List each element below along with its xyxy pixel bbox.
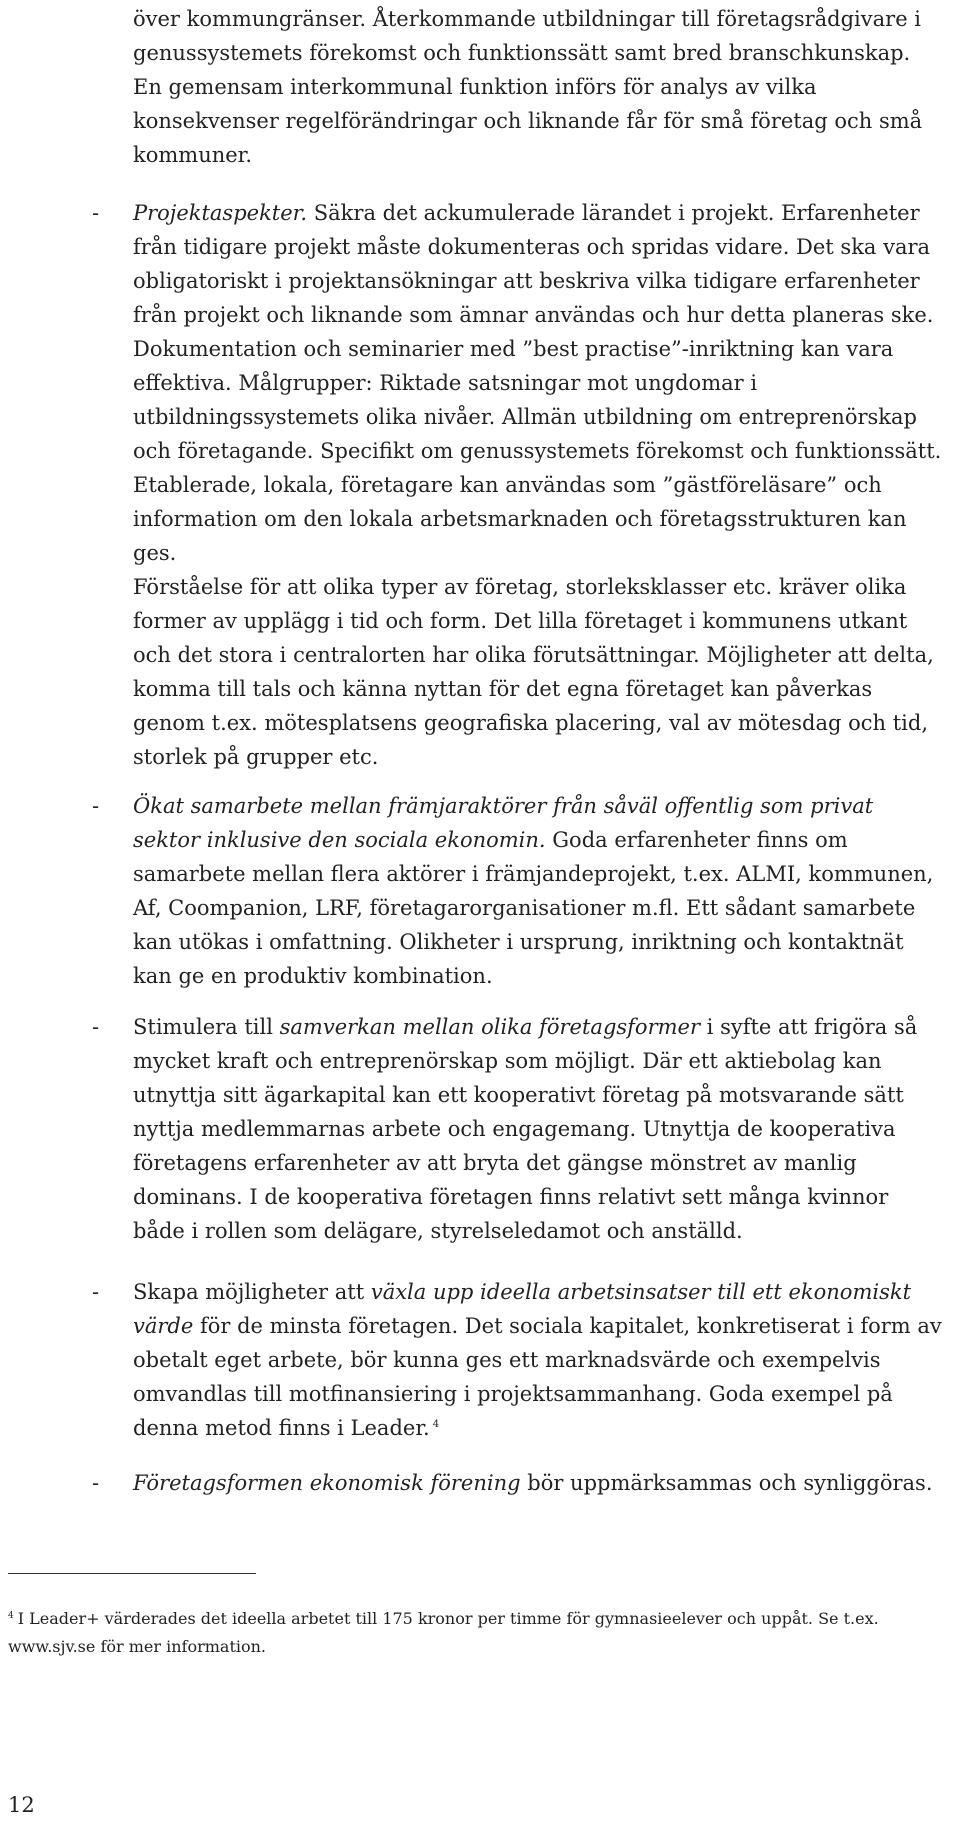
bullet-emphasis: samverkan mellan olika företagsformer [279,1015,700,1039]
intro-text: över kommungränser. Återkommande utbildningar till företagsrådgivare i genussystemets förekomst och funktionssätt samt bred branschkunskap. En gemensam interkommunal funktion införs för analys av vilka konsekvenser regelförändringar och liknande får för små företag och små kommuner. [133,7,923,167]
bullet-heading: Företagsformen ekonomisk förening [133,1471,521,1495]
bullet-heading: Ökat samarbete mellan främjaraktörer från såväl offentlig som privat sektor inklusive den sociala ekonomin. [133,794,874,852]
bullet-dash: - [92,1015,100,1039]
bullet-project-aspects [133,196,943,774]
bullet-text: i syfte att frigöra så mycket kraft och entreprenörskap som möjligt. Där ett aktiebolag kan utnyttja sitt ägarkapital kan ett kooperativt företag på motsvarande sätt nyttja medlemmarnas arbete och engagemang. Utnyttja de kooperativa företagens erfarenheter av att bryta det gängse mönstret av manlig dominans. I de kooperativa företagen finns relativt sett många kvinnor både i rollen som delägare, styrelseledamot och anställd. [133,1015,918,1243]
bullet-text: bör uppmärksammas och synliggöras. [520,1471,933,1495]
bullet-dash: - [92,1280,100,1304]
bullet-company-forms [133,1010,943,1248]
bullet-text: Goda erfarenheter finns om samarbete mellan flera aktörer i främjandeprojekt, t.ex. ALMI, kommunen, Af, Coompanion, LRF, företagarorganisationer m.fl. Ett sådant samarbete kan utökas i omfattning. Olikheter i ursprung, inriktning och kontaktnät kan ge en produktiv kombination. [133,828,934,988]
bullet-dash: - [92,201,100,225]
page-number: 12 [8,1793,35,1817]
bullet-cooperation [133,789,943,993]
footnote-text: I Leader+ värderades det ideella arbetet till 175 kronor per timme för gymnasieelever och uppåt. Se t.ex. www.sjv.se för mer information. [8,1609,879,1656]
bullet-text: Säkra det ackumulerade lärandet i projekt. Erfarenheter från tidigare projekt måste dokumenteras och spridas vidare. Det ska vara obligatoriskt i projektansökningar att beskriva vilka tidigare erfarenheter från projekt och liknande som ämnar användas och hur detta planeras ske. Dokumentation och seminarier med ”best practise”-inriktning kan vara effektiva. Målgrupper: Riktade satsningar mot ungdomar i utbildningssystemets olika nivåer. Allmän utbildning om entreprenörskap och företagande. Specifikt om genussystemets förekomst och funktionssätt. Etablerade, lokala, företagare kan användas som ”gästföreläsare” och information om den lokala arbetsmarknaden och företagsstrukturen kan ges. [133,201,942,565]
bullet-text-pre: Stimulera till [133,1015,280,1039]
bullet-volunteer-work [133,1275,943,1445]
footnote-divider [8,1573,256,1574]
bullet-dash: - [92,1471,100,1495]
footnote-reference: 4 [432,1419,440,1430]
footnote-mark: 4 [8,1610,14,1621]
intro-paragraph [133,2,943,172]
bullet-dash: - [92,794,100,818]
bullet-emphasis: växla upp ideella arbetsinsatser till ett ekonomiskt värde [133,1280,912,1338]
bullet-text-continued: Förståelse för att olika typer av företag, storleksklasser etc. kräver olika former av upplägg i tid och form. Det lilla företaget i kommunens utkant och det stora i centralorten har olika förutsättningar. Möjligheter att delta, komma till tals och känna nyttan för det egna företaget kan påverkas genom t.ex. mötesplatsens geografiska placering, val av mötesdag och tid, storlek på grupper etc. [133,575,934,769]
bullet-text-pre: Skapa möjligheter att [133,1280,371,1304]
bullet-heading: Projektaspekter. [133,201,308,225]
bullet-text: för de minsta företagen. Det sociala kapitalet, konkretiserat i form av obetalt eget arbete, bör kunna ges ett marknadsvärde och exempelvis omvandlas till motfinansiering i projektsammanhang. Goda exempel på denna metod finns i Leader. [133,1314,942,1440]
bullet-economic-association [133,1466,943,1500]
footnote [8,1605,938,1661]
